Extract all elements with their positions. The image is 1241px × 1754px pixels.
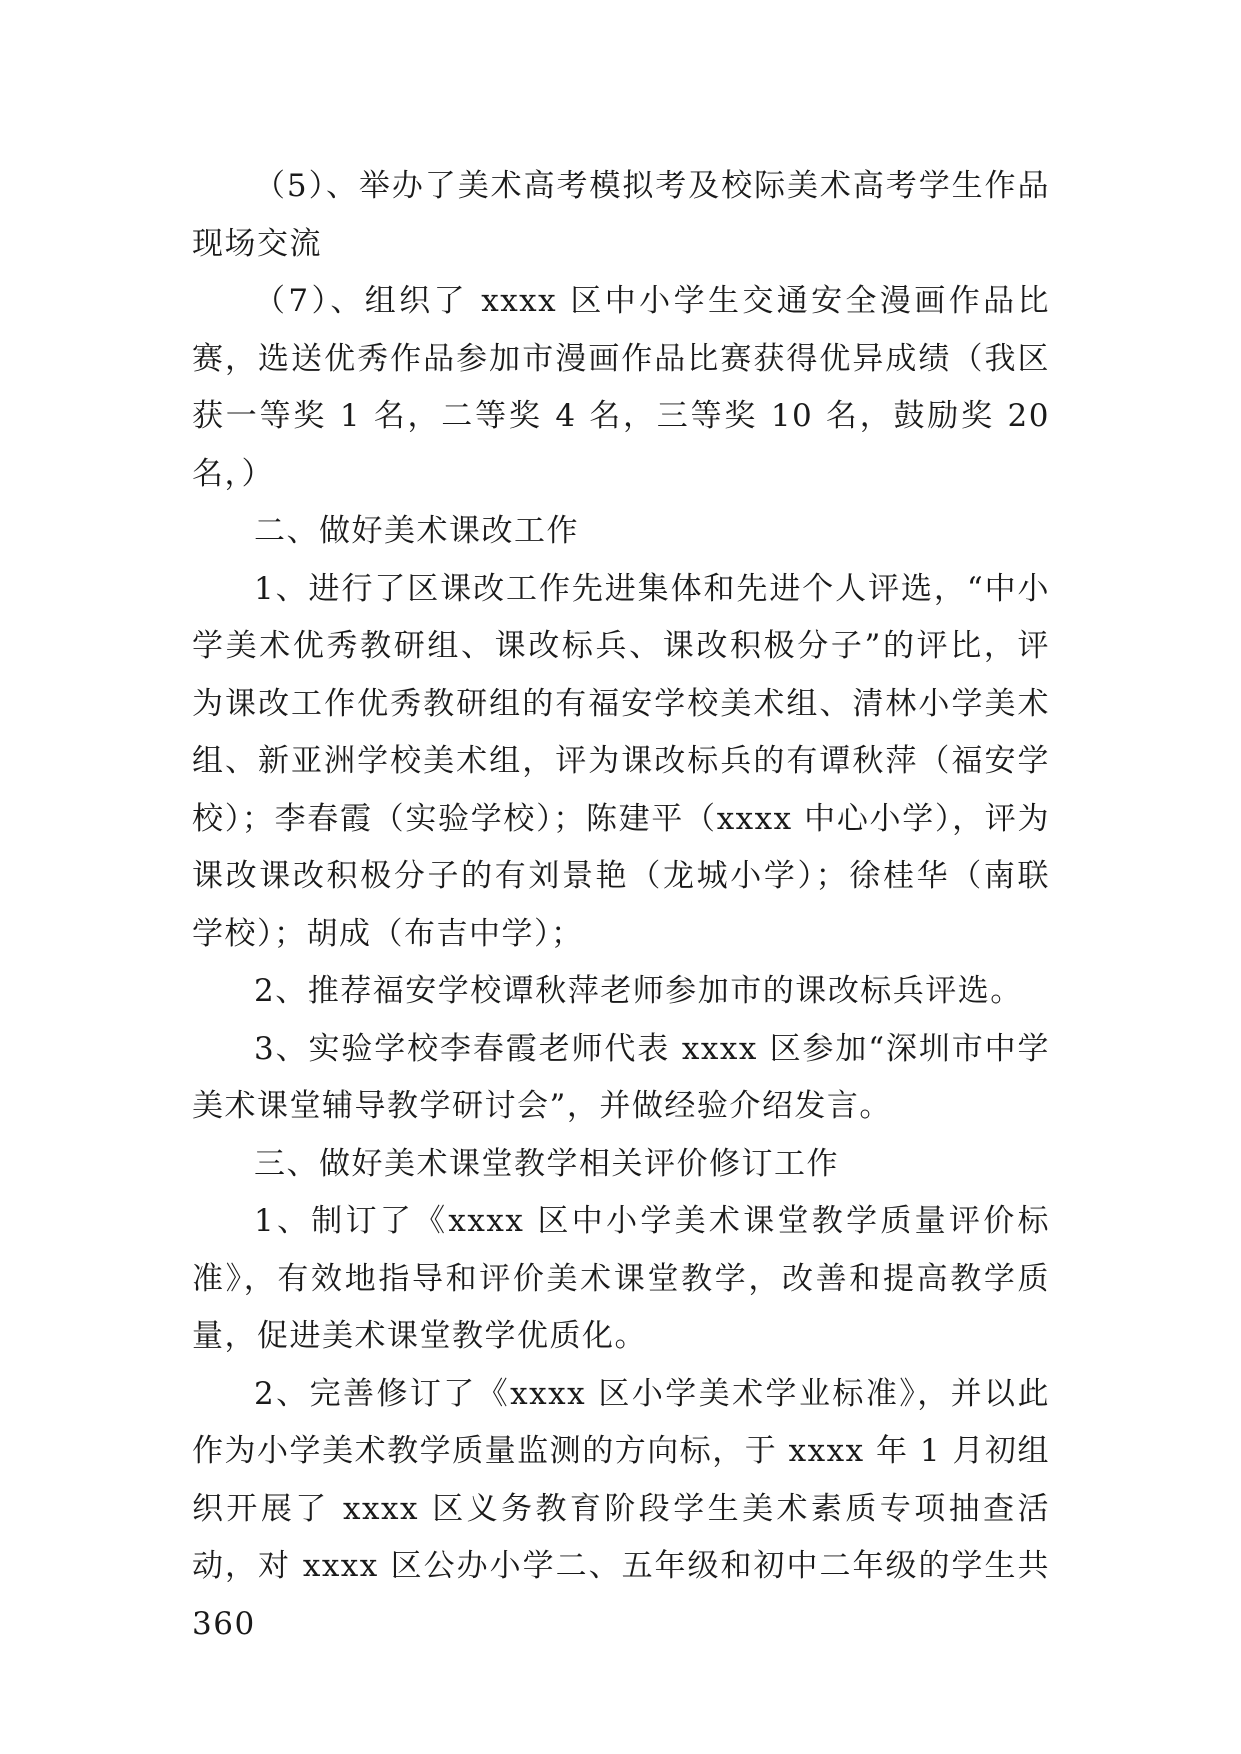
paragraph-reform-awards: 1、进行了区课改工作先进集体和先进个人评选，“中小学美术优秀教研组、课改标兵、课改积极分子”的评比，评为课改工作优秀教研组的有福安学校美术组、清林小学美术组、新亚洲学校美术组，评为课改标兵的有谭秋萍（福安学校）；李春霞（实验学校）；陈建平（xxxx 中心小学），评为课改课改积极分子的有刘景艳（龙城小学）；徐桂华（南联学校）；胡成（布吉中学）；: [192, 570, 1050, 952]
paragraph-recommendation: 2、推荐福安学校谭秋萍老师参加市的课改标兵评选。: [254, 973, 1023, 1009]
section-heading-curriculum-reform: 二、做好美术课改工作: [254, 513, 579, 549]
paragraph-quality-standard: 1、制订了《xxxx 区中小学美术课堂教学质量评价标准》，有效地指导和评价美术课堂教学，改善和提高教学质量，促进美术课堂教学优质化。: [192, 1203, 1050, 1354]
document-body: [192, 158, 1050, 1653]
paragraph-seminar: 3、实验学校李春霞老师代表 xxxx 区参加“深圳市中学美术课堂辅导教学研讨会”，并做经验介绍发言。: [192, 1030, 1050, 1124]
paragraph-traffic-comic-contest: （7）、组织了 xxxx 区中小学生交通安全漫画作品比赛，选送优秀作品参加市漫画作品比赛获得优异成绩（我区获一等奖 1 名，二等奖 4 名，三等奖 10 名，鼓励奖 20 名，）: [192, 283, 1050, 492]
paragraph-art-exam-exchange: （5）、举办了美术高考模拟考及校际美术高考学生作品现场交流: [192, 168, 1050, 262]
paragraph-academic-standard: 2、完善修订了《xxxx 区小学美术学业标准》，并以此作为小学美术教学质量监测的方向标，于 xxxx 年 1 月初组织开展了 xxxx 区义务教育阶段学生美术素质专项抽查活动，对 xxxx 区公办小学二、五年级和初中二年级的学生共 360: [192, 1375, 1050, 1642]
section-heading-evaluation: 三、做好美术课堂教学相关评价修订工作: [254, 1145, 839, 1182]
